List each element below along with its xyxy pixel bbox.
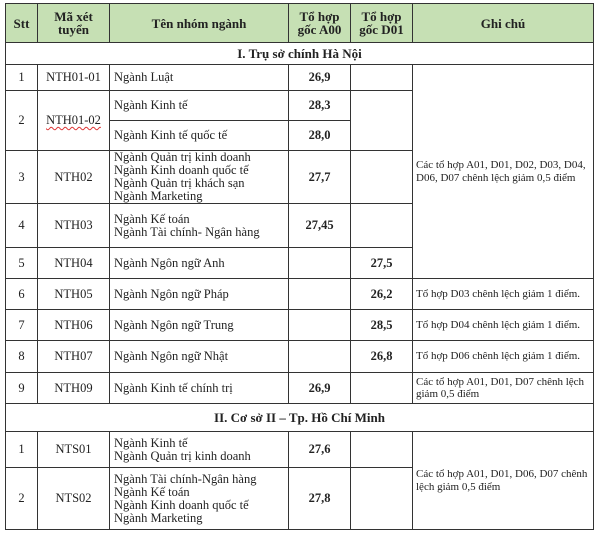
cell-stt: 2 <box>6 468 38 530</box>
cell-stt: 3 <box>6 151 38 204</box>
cell-d01: 27,5 <box>351 248 413 279</box>
table-row <box>6 341 594 373</box>
cell-stt: 2 <box>6 91 38 151</box>
cell-stt: 8 <box>6 341 38 373</box>
cell-d01 <box>351 432 413 468</box>
section-title: II. Cơ sở II – Tp. Hồ Chí Minh <box>6 404 594 432</box>
cell-major: Ngành Ngôn ngữ Trung <box>110 310 289 341</box>
cell-code: NTH06 <box>38 310 110 341</box>
major-line: Ngành Quản trị kinh doanh <box>114 150 251 164</box>
header-note: Ghi chú <box>413 4 594 43</box>
header-d01: Tổ hợp gốc D01 <box>351 4 413 43</box>
cell-a00 <box>289 279 351 310</box>
cell-stt: 9 <box>6 373 38 404</box>
cell-code: NTH05 <box>38 279 110 310</box>
header-row <box>6 4 594 43</box>
cell-note: Tổ hợp D03 chênh lệch giảm 1 điểm. <box>413 279 594 310</box>
cell-a00: 27,6 <box>289 432 351 468</box>
admission-score-table <box>5 3 594 530</box>
major-line: Ngành Marketing <box>114 189 203 203</box>
cell-stt: 1 <box>6 432 38 468</box>
table-row <box>6 432 594 468</box>
cell-a00 <box>289 248 351 279</box>
table-row <box>6 279 594 310</box>
cell-major: Ngành Ngôn ngữ Pháp <box>110 279 289 310</box>
cell-major: Ngành Ngôn ngữ Nhật <box>110 341 289 373</box>
cell-code: NTH02 <box>38 151 110 204</box>
cell-major <box>110 432 289 468</box>
cell-d01 <box>351 373 413 404</box>
cell-major: Ngành Luật <box>110 65 289 91</box>
table-row <box>6 310 594 341</box>
cell-stt: 7 <box>6 310 38 341</box>
major-line: Ngành Quản trị kinh doanh <box>114 448 251 463</box>
cell-code: NTS02 <box>38 468 110 530</box>
cell-major: Ngành Kinh tế chính trị <box>110 373 289 404</box>
major-line: Ngành Quản trị khách sạn <box>114 176 245 190</box>
code-text: NTH01-02 <box>46 113 101 127</box>
cell-major <box>110 151 289 204</box>
cell-d01: 26,8 <box>351 341 413 373</box>
cell-code: NTH04 <box>38 248 110 279</box>
cell-major: Ngành Ngôn ngữ Anh <box>110 248 289 279</box>
cell-stt: 5 <box>6 248 38 279</box>
major-line: Ngành Tài chính- Ngân hàng <box>114 224 260 239</box>
cell-d01 <box>351 204 413 248</box>
cell-note: Tổ hợp D04 chênh lệch giảm 1 điểm. <box>413 310 594 341</box>
major-line: Ngành Tài chính-Ngân hàng <box>114 471 257 486</box>
cell-a00: 27,8 <box>289 468 351 530</box>
cell-d01 <box>351 468 413 530</box>
cell-major: Ngành Kinh tế <box>110 91 289 121</box>
major-line: Ngành Kinh doanh quốc tế <box>114 163 249 177</box>
header-stt: Stt <box>6 4 38 43</box>
cell-a00 <box>289 341 351 373</box>
cell-note-merged: Các tổ hợp A01, D01, D02, D03, D04, D06, D07 chênh lệch giảm 0,5 điểm <box>413 65 594 279</box>
cell-code: NTH09 <box>38 373 110 404</box>
cell-stt: 4 <box>6 204 38 248</box>
cell-code: NTH07 <box>38 341 110 373</box>
cell-major: Ngành Kinh tế quốc tế <box>110 121 289 151</box>
major-line: Ngành Marketing <box>114 510 203 525</box>
major-line: Ngành Kinh doanh quốc tế <box>114 497 249 512</box>
cell-a00: 27,7 <box>289 151 351 204</box>
cell-d01 <box>351 151 413 204</box>
section-row <box>6 404 594 432</box>
cell-a00 <box>289 310 351 341</box>
cell-code: NTS01 <box>38 432 110 468</box>
cell-note: Các tổ hợp A01, D01, D07 chênh lệch giảm 0,5 điểm <box>413 373 594 404</box>
major-line: Ngành Kế toán <box>114 484 190 499</box>
major-line: Ngành Kế toán <box>114 211 190 226</box>
header-a00: Tổ hợp gốc A00 <box>289 4 351 43</box>
table-row <box>6 373 594 404</box>
cell-code: NTH01-01 <box>38 65 110 91</box>
cell-major <box>110 204 289 248</box>
table-row <box>6 65 594 91</box>
cell-d01: 26,2 <box>351 279 413 310</box>
cell-code <box>38 91 110 151</box>
cell-stt: 6 <box>6 279 38 310</box>
cell-stt: 1 <box>6 65 38 91</box>
cell-a00: 27,45 <box>289 204 351 248</box>
cell-major <box>110 468 289 530</box>
cell-note-merged: Các tổ hợp A01, D01, D06, D07 chênh lệch giảm 0,5 điểm <box>413 432 594 530</box>
section-title: I. Trụ sở chính Hà Nội <box>6 43 594 65</box>
cell-d01 <box>351 91 413 151</box>
cell-d01: 28,5 <box>351 310 413 341</box>
section-row <box>6 43 594 65</box>
header-major: Tên nhóm ngành <box>110 4 289 43</box>
cell-code: NTH03 <box>38 204 110 248</box>
major-line: Ngành Kinh tế <box>114 435 188 450</box>
cell-a00: 26,9 <box>289 373 351 404</box>
cell-a00: 26,9 <box>289 65 351 91</box>
header-code: Mã xét tuyển <box>38 4 110 43</box>
cell-a00: 28,0 <box>289 121 351 151</box>
cell-note: Tổ hợp D06 chênh lệch giảm 1 điểm. <box>413 341 594 373</box>
cell-d01 <box>351 65 413 91</box>
cell-a00: 28,3 <box>289 91 351 121</box>
